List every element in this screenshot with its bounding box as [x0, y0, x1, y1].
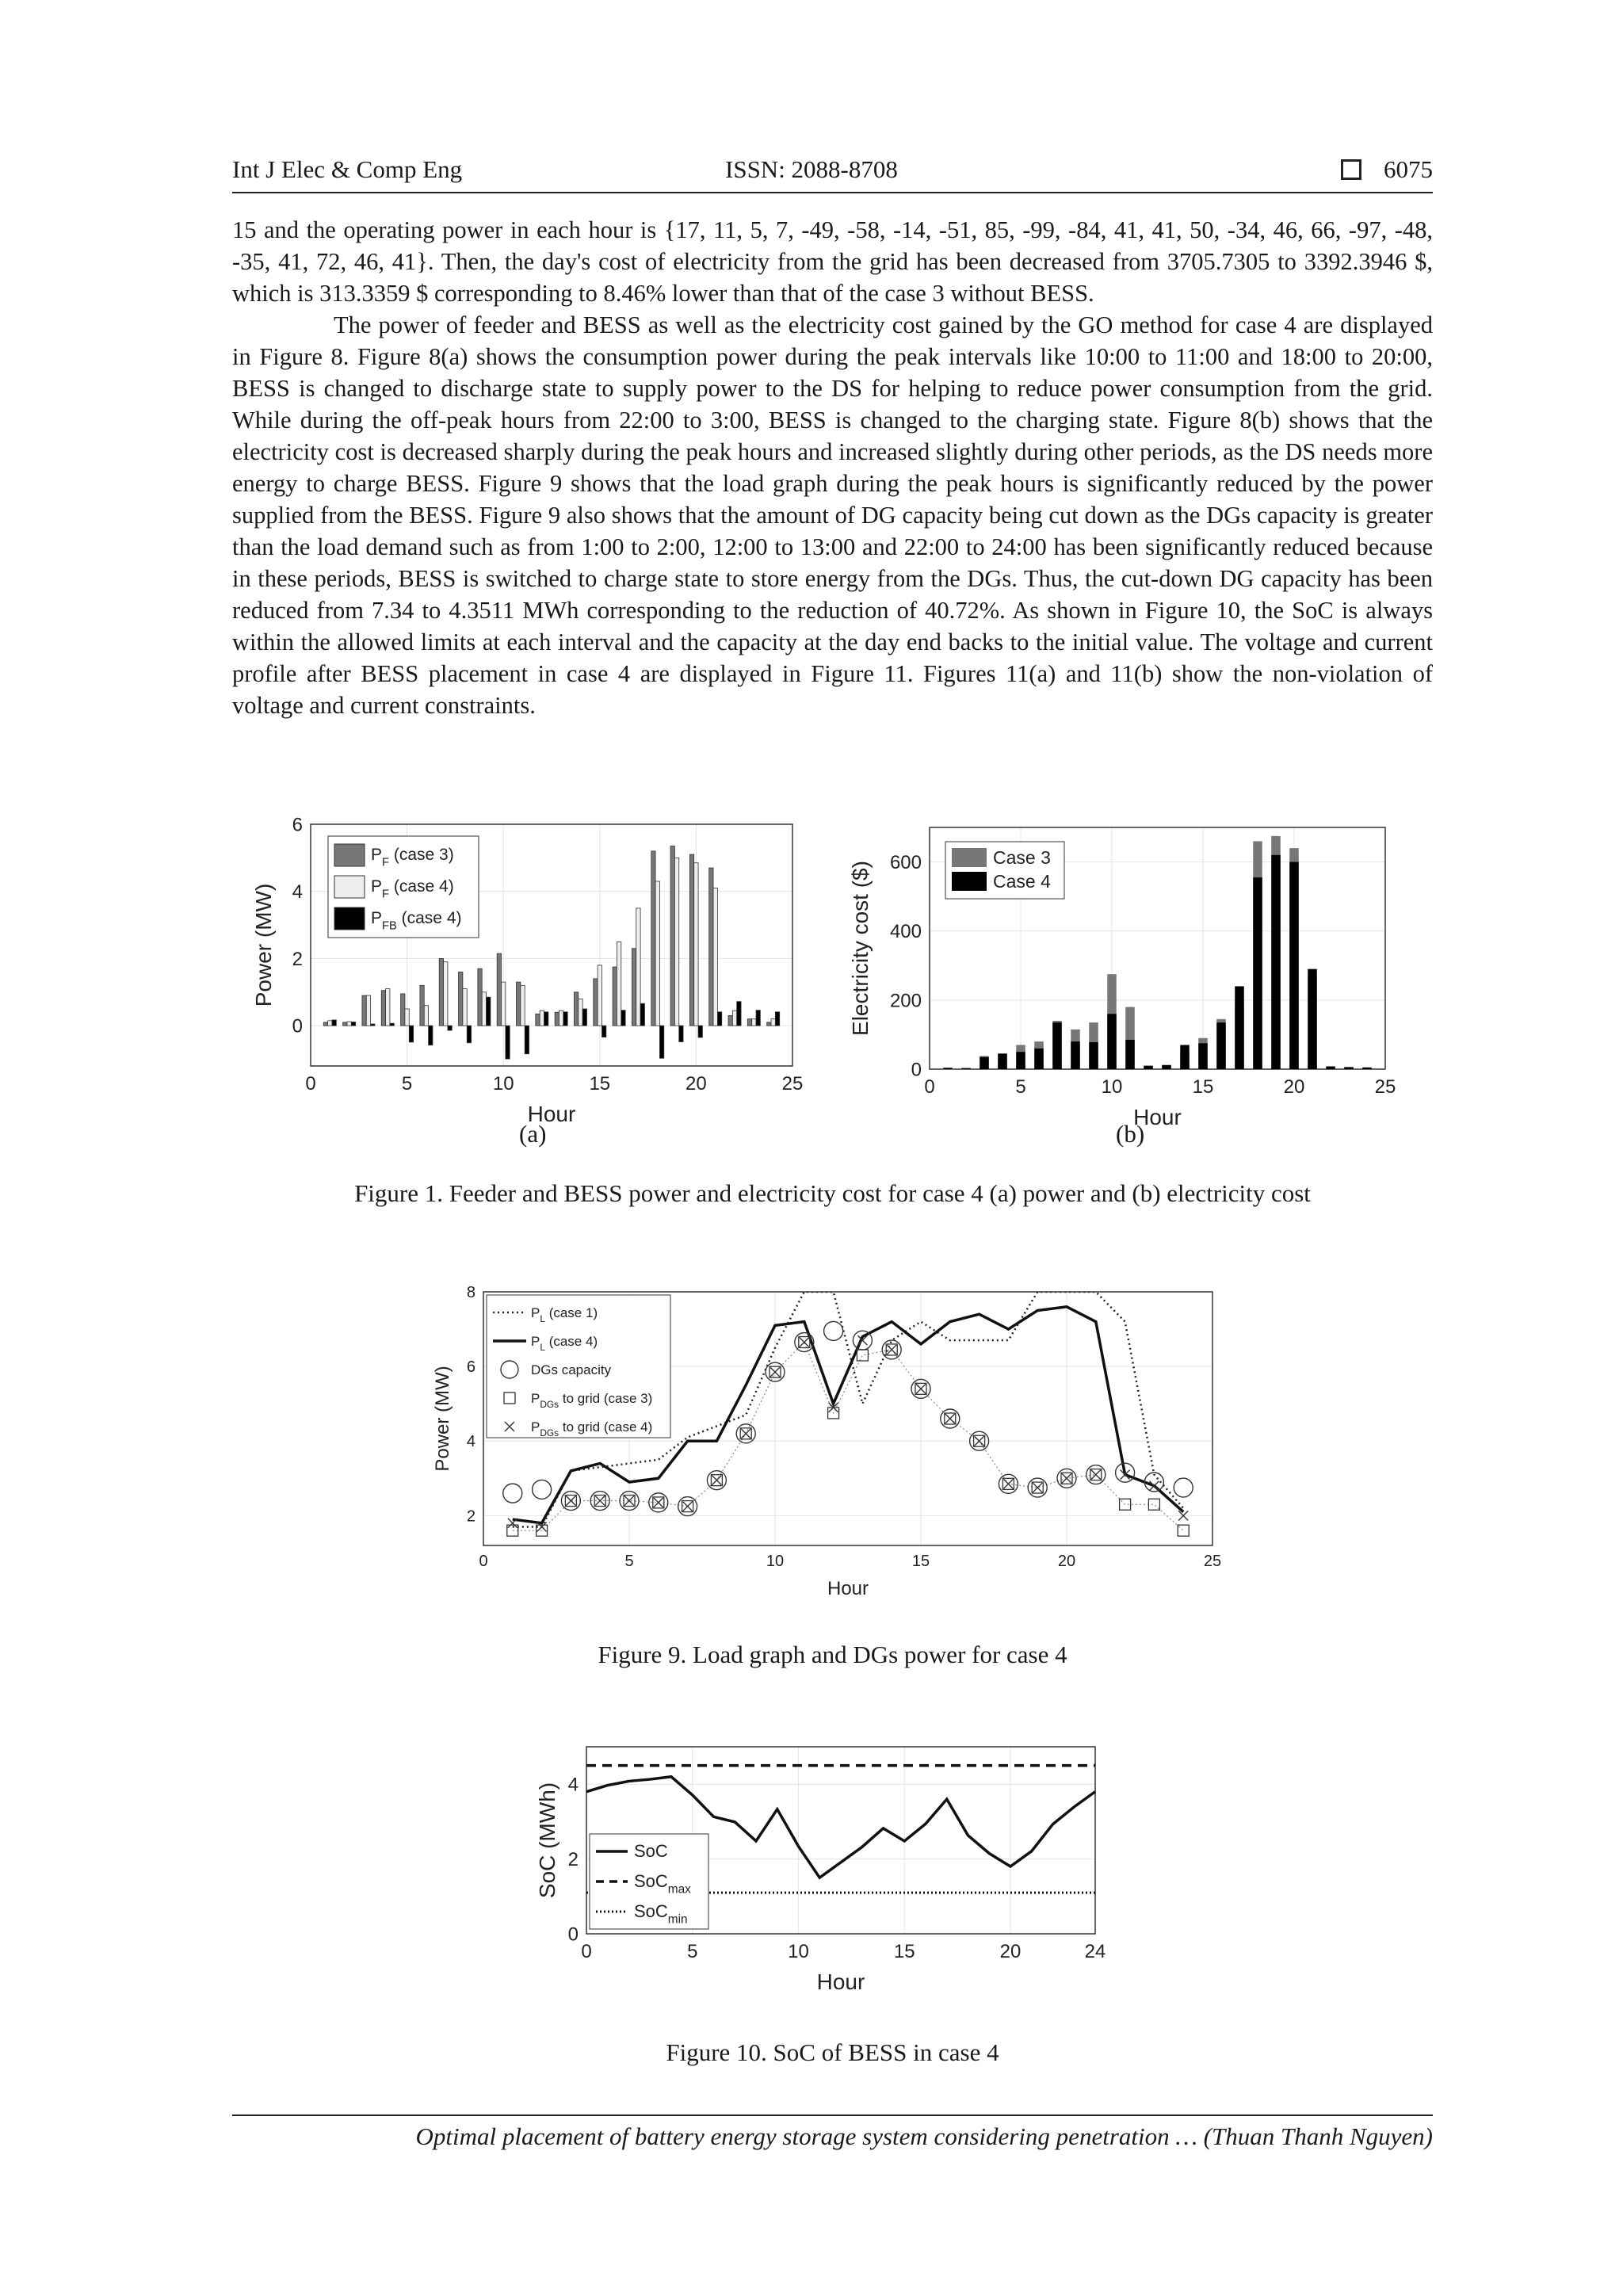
data-point [1033, 1483, 1042, 1492]
bar [386, 989, 390, 1026]
bar [563, 1012, 567, 1026]
figure-10 [535, 1736, 1125, 2005]
paragraph-1: 15 and the operating power in each hour is {17, 11, 5, 7, -49, -58, -14, -51, 85, -99, -84, 41, 41, 50, -34, 46, 66, -97, -48, -35, 41, 72, 46, 41}. Then, the day's cost of electricity from the grid has been decreased from 3705.7305 to 3392.3946 $, which is 313.3359 $ corresponding to 8.46% lower than that of the case 3 without BESS. [232, 216, 1433, 307]
y-axis-label: SoC (MWh) [535, 1782, 559, 1899]
y-tick-label: 0 [292, 1015, 303, 1037]
data-point [712, 1476, 721, 1485]
chart-electricity-cost [844, 816, 1415, 1129]
x-tick-label: 10 [766, 1553, 785, 1570]
x-tick-label: 5 [401, 1073, 413, 1095]
x-tick-label: 10 [1101, 1076, 1123, 1098]
bar [497, 953, 501, 1026]
legend-label: $P_{DGs}$ to grid (case 4) [531, 1419, 653, 1438]
data-point [1174, 1478, 1193, 1497]
bar [521, 985, 525, 1026]
bar [540, 1010, 544, 1026]
bar [536, 1014, 540, 1026]
x-tick-label: 25 [1203, 1553, 1222, 1570]
y-tick-label: 400 [889, 921, 922, 943]
bar [448, 1026, 452, 1030]
legend-swatch [334, 907, 365, 930]
subfigure-label-a: (a) [519, 1120, 547, 1148]
bar [621, 1010, 625, 1026]
bar [1180, 1045, 1190, 1070]
bar [670, 846, 674, 1026]
data-point [566, 1496, 575, 1506]
bar [659, 1026, 663, 1058]
bar [1344, 1067, 1354, 1069]
bar [525, 1026, 529, 1054]
bar [1052, 1022, 1062, 1069]
x-axis-label: Hour [827, 1578, 869, 1599]
y-tick-label: 6 [292, 814, 303, 836]
bar [371, 1024, 375, 1026]
x-tick-label: 10 [492, 1073, 514, 1095]
y-tick-label: 6 [466, 1358, 475, 1377]
data-point [945, 1414, 955, 1423]
bar [651, 851, 655, 1026]
legend-label: $P_L$ (case 4) [531, 1334, 598, 1353]
bar [506, 1026, 510, 1059]
x-tick-label: 25 [1374, 1076, 1396, 1098]
data-point [683, 1502, 693, 1511]
y-tick-label: 4 [567, 1774, 579, 1796]
bar [694, 863, 698, 1026]
bar [1362, 1068, 1372, 1069]
bar [1125, 1040, 1135, 1069]
bar [459, 972, 463, 1026]
bar [943, 1068, 953, 1069]
bar [409, 1026, 413, 1042]
legend-swatch [334, 876, 365, 898]
x-tick-label: 15 [1192, 1076, 1214, 1098]
bar [998, 1053, 1007, 1069]
bar [401, 994, 405, 1026]
bar [698, 1026, 702, 1037]
bar [559, 1010, 563, 1026]
bar [429, 1026, 433, 1045]
x-tick-label: 25 [781, 1073, 804, 1095]
data-point [824, 1321, 843, 1340]
bar [439, 958, 443, 1026]
bar [771, 1019, 775, 1026]
bar [674, 858, 678, 1026]
y-axis-label: Power (MW) [432, 1366, 453, 1472]
bar [1034, 1049, 1044, 1069]
y-tick-label: 600 [889, 851, 922, 873]
bar [717, 1012, 721, 1026]
y-axis-label: Power (MW) [251, 883, 276, 1007]
bar [516, 982, 520, 1026]
x-tick-label: 0 [924, 1076, 935, 1098]
legend-label: $P_F$ (case 4) [371, 877, 454, 901]
bar [980, 1057, 989, 1069]
bar [617, 942, 621, 1026]
bar [555, 1012, 559, 1026]
y-tick-label: 2 [567, 1849, 579, 1870]
bar [598, 965, 601, 1026]
bar [752, 1019, 756, 1026]
legend-swatch [952, 872, 987, 891]
y-tick-label: 0 [911, 1059, 922, 1081]
bar [767, 1022, 771, 1026]
bar [1071, 1041, 1080, 1069]
x-tick-label: 15 [589, 1073, 611, 1095]
bar [502, 982, 506, 1026]
bar [390, 1023, 394, 1026]
y-tick-label: 200 [889, 990, 922, 1012]
bar [961, 1068, 971, 1069]
figure-10-caption: Figure 10. SoC of BESS in case 4 [666, 2038, 999, 2066]
bar [640, 1003, 644, 1026]
y-tick-label: 4 [466, 1433, 475, 1451]
chart-power [238, 814, 808, 1126]
data-point [857, 1350, 868, 1361]
bar [328, 1021, 332, 1026]
bar [713, 888, 717, 1026]
bar [1144, 1066, 1153, 1069]
figure-1-caption: Figure 1. Feeder and BESS power and electricity cost for case 4 (a) power and (b) electricity cost [354, 1179, 1311, 1207]
bar [1198, 1043, 1208, 1069]
bar [728, 1015, 732, 1026]
chart-load-dgs [428, 1276, 1236, 1609]
bar [332, 1020, 336, 1026]
x-tick-label: 15 [893, 1941, 915, 1962]
figure-1b [844, 816, 1415, 1129]
bar [709, 868, 713, 1026]
issn: ISSN: 2088-8708 [725, 155, 898, 183]
box-icon [1341, 159, 1361, 180]
x-tick-label: 0 [305, 1073, 316, 1095]
bar [544, 1012, 548, 1026]
bar [1326, 1067, 1335, 1069]
bar [1271, 855, 1281, 1069]
x-tick-label: 24 [1084, 1941, 1106, 1962]
chart-soc [535, 1736, 1125, 2005]
bar [689, 854, 693, 1026]
bar [1289, 862, 1299, 1069]
figure-1a [238, 814, 808, 1126]
bar [381, 991, 385, 1026]
data-point [887, 1345, 896, 1354]
bar [424, 1006, 428, 1026]
x-tick-label: 0 [581, 1941, 592, 1962]
page-footer: Optimal placement of battery energy storage system considering penetration … (Thuan Thanh Nguyen) [232, 2115, 1433, 2151]
y-tick-label: 2 [466, 1507, 475, 1526]
legend-swatch [952, 848, 987, 867]
bar [487, 997, 491, 1026]
x-tick-label: 5 [687, 1941, 698, 1962]
figure-9 [428, 1276, 1236, 1609]
bar [582, 1009, 586, 1026]
bar [1216, 1022, 1226, 1069]
bar [347, 1022, 351, 1026]
bar [1107, 1014, 1117, 1069]
x-tick-label: 10 [788, 1941, 809, 1962]
x-axis-label: Hour [1133, 1105, 1182, 1129]
page-number-group [1341, 155, 1433, 184]
legend [590, 1834, 708, 1929]
bar [579, 999, 582, 1026]
bar [478, 968, 482, 1026]
figure-9-caption: Figure 9. Load graph and DGs power for case 4 [598, 1641, 1067, 1668]
bar [613, 967, 617, 1026]
x-tick-label: 20 [1057, 1553, 1076, 1570]
bar [362, 995, 366, 1026]
bar [343, 1022, 347, 1026]
bar [756, 1010, 760, 1026]
data-point [1091, 1470, 1101, 1480]
legend [945, 842, 1064, 899]
legend-label: $P_{DGs}$ to grid (case 3) [531, 1391, 653, 1410]
subfigure-label-b: (b) [1116, 1120, 1145, 1148]
bar [1089, 1042, 1098, 1069]
legend-label: $P_L$ (case 1) [531, 1305, 598, 1324]
y-axis-label: Electricity cost ($) [848, 861, 873, 1036]
x-tick-label: 5 [624, 1553, 634, 1570]
legend-swatch [334, 844, 365, 866]
bar [574, 992, 578, 1026]
x-axis-label: Hour [816, 1969, 865, 1994]
data-point [533, 1480, 552, 1499]
bar [747, 1019, 751, 1026]
legend-label: Case 4 [993, 871, 1051, 892]
paragraph-2: The power of feeder and BESS as well as the electricity cost gained by the GO method for case 4 are displayed in Figure 8. Figure 8(a) shows the consumption power during the peak intervals like 10:00 to 11:00 and 18:00 to 20:00, BESS is changed to discharge state to supply power to the DS for helping to reduce power consumption from the grid. While during the off-peak hours from 22:00 to 3:00, BESS is changed to the charging state. Figure 8(b) shows that the electricity cost is decreased sharply during the peak hours and increased slightly during other periods, as the DS needs more energy to charge BESS. Figure 9 shows that the load graph during the peak hours is significantly reduced by the power supplied from the BESS. Figure 9 also shows that the amount of DG capacity being cut down as the DGs capacity is greater than the load demand such as from 1:00 to 2:00, 12:00 to 13:00 and 22:00 to 24:00 has been significantly reduced because in these periods, BESS is switched to charge state to store energy from the DGs. Thus, the cut-down DG capacity has been reduced from 7.34 to 4.3511 MWh corresponding to the reduction of 40.72%. As shown in Figure 10, the SoC is always within the allowed limits at each interval and the capacity at the day end backs to the initial value. The voltage and current profile after BESS placement in case 4 are displayed in Figure 11. Figures 11(a) and 11(b) show the non-violation of voltage and current constraints. [232, 311, 1433, 719]
x-tick-label: 15 [911, 1553, 930, 1570]
bar [1162, 1065, 1171, 1069]
x-tick-label: 5 [1015, 1076, 1026, 1098]
bar [732, 1010, 736, 1026]
bar [444, 962, 448, 1026]
y-tick-label: 4 [292, 881, 303, 904]
bar [1016, 1052, 1025, 1069]
bar [323, 1022, 327, 1026]
x-tick-label: 20 [685, 1073, 707, 1095]
bar [1235, 986, 1244, 1069]
bar [467, 1026, 471, 1043]
bar [601, 1026, 605, 1037]
page-header [232, 155, 1433, 193]
journal-name: Int J Elec & Comp Eng [232, 155, 463, 183]
bar [737, 1002, 741, 1026]
bar [351, 1022, 355, 1026]
bar [1253, 877, 1262, 1069]
legend-label: DGs capacity [531, 1362, 612, 1377]
legend-label: $P_F$ (case 3) [371, 846, 454, 869]
body-text [232, 214, 1433, 721]
y-tick-label: 8 [466, 1284, 475, 1301]
legend-label: SoC$_{max}$ [634, 1871, 691, 1897]
data-point [503, 1484, 522, 1503]
bar [632, 949, 636, 1026]
legend [487, 1295, 670, 1438]
page-number: 6075 [1384, 155, 1433, 183]
bar [655, 881, 659, 1026]
bar [366, 995, 370, 1026]
bar [463, 989, 467, 1026]
legend-label: $P_{FB}$ (case 4) [371, 909, 462, 933]
x-tick-label: 20 [999, 1941, 1022, 1962]
bar [1308, 969, 1317, 1069]
bar [405, 1009, 409, 1026]
legend-label: SoC [634, 1841, 668, 1861]
y-tick-label: 0 [567, 1924, 579, 1946]
bar [594, 979, 598, 1026]
bar [420, 985, 424, 1026]
legend-label: Case 3 [993, 847, 1051, 868]
x-tick-label: 0 [479, 1553, 488, 1570]
legend-label: SoC$_{min}$ [634, 1901, 688, 1927]
x-tick-label: 20 [1283, 1076, 1305, 1098]
data-point [800, 1338, 809, 1347]
bar [679, 1026, 683, 1041]
bar [482, 992, 486, 1026]
data-point [741, 1429, 750, 1438]
bar [775, 1012, 779, 1026]
legend [328, 836, 479, 938]
bar [636, 908, 640, 1026]
y-tick-label: 2 [292, 948, 303, 970]
x-axis-label: Hour [527, 1102, 576, 1126]
